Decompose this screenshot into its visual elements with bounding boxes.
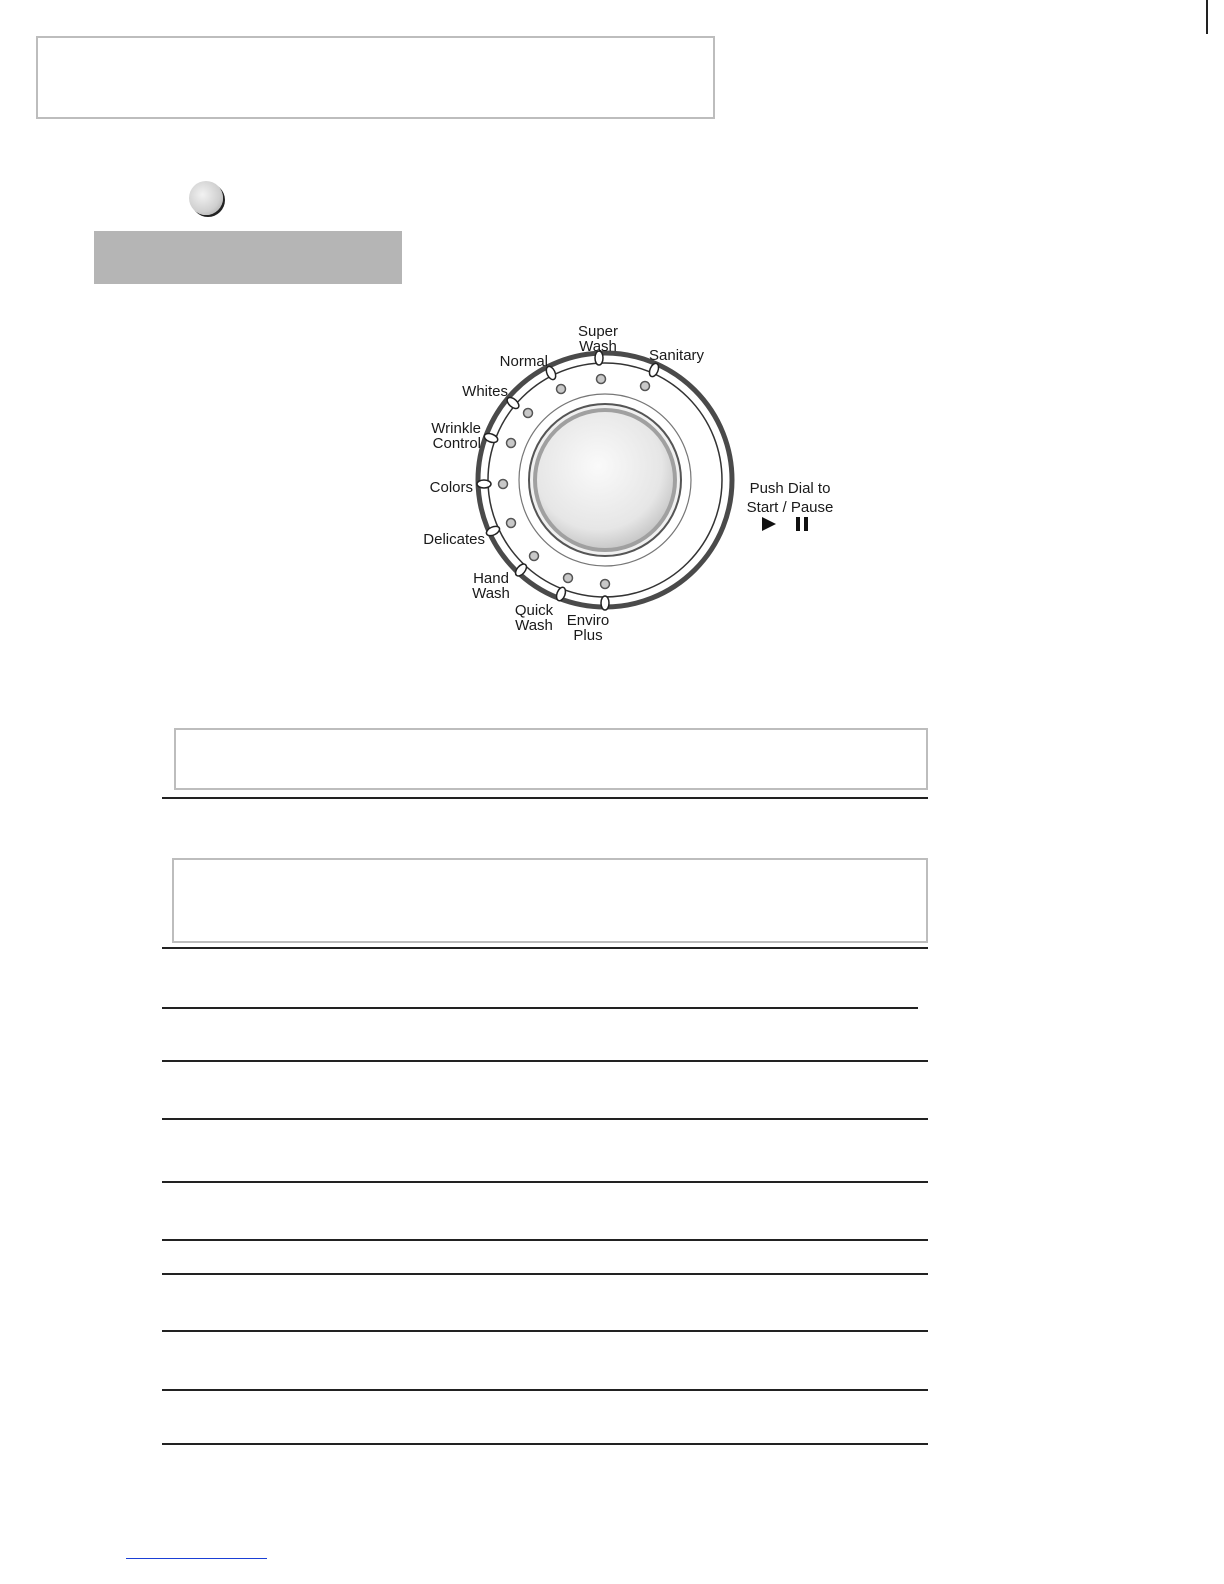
label-enviro-plus-2: Plus xyxy=(573,627,603,644)
label-colors: Colors xyxy=(429,479,473,496)
dial-knob xyxy=(535,410,675,550)
label-sanitary: Sanitary xyxy=(649,347,705,364)
led-enviro-plus xyxy=(601,580,610,589)
bullet-circle-icon xyxy=(189,181,223,215)
label-wrinkle-control-1: Wrinkle xyxy=(431,420,481,437)
label-push-dial-1: Push Dial to xyxy=(749,480,831,497)
row-rule xyxy=(162,1273,928,1275)
table-header-box-2 xyxy=(172,858,928,943)
section-heading-bar xyxy=(94,231,402,284)
pause-icon-bar-right xyxy=(804,517,808,531)
led-wrinkle-control xyxy=(507,439,516,448)
table-header-box-1 xyxy=(174,728,928,790)
label-super-wash-1: Super xyxy=(577,323,619,340)
play-icon xyxy=(762,517,776,531)
label-push-dial-2: Start / Pause xyxy=(746,499,834,516)
led-super-wash xyxy=(597,375,606,384)
row-rule xyxy=(162,1007,918,1009)
label-super-wash-2: Wash xyxy=(579,338,617,355)
page-edge-rule xyxy=(1206,0,1208,34)
led-quick-wash xyxy=(564,574,573,583)
row-rule xyxy=(162,947,928,949)
pause-icon-bar-left xyxy=(796,517,800,531)
row-rule xyxy=(162,1181,928,1183)
label-quick-wash-1: Quick xyxy=(514,602,554,619)
led-normal xyxy=(557,385,566,394)
footer-link-underline[interactable] xyxy=(126,1558,267,1559)
row-rule xyxy=(162,1118,928,1120)
header-box xyxy=(36,36,715,119)
label-hand-wash-1: Hand xyxy=(473,570,509,587)
led-whites xyxy=(524,409,533,418)
label-enviro-plus-1: Enviro xyxy=(566,612,610,629)
led-delicates xyxy=(507,519,516,528)
row-rule xyxy=(162,1060,928,1062)
row-rule xyxy=(162,1239,928,1241)
label-delicates: Delicates xyxy=(423,531,485,548)
label-normal: Normal xyxy=(499,353,548,370)
led-sanitary xyxy=(641,382,650,391)
tick-enviro-plus xyxy=(601,596,609,610)
cycle-selector-dial xyxy=(400,315,860,650)
label-wrinkle-control-2: Control xyxy=(432,435,481,452)
tick-colors xyxy=(477,480,491,488)
label-whites: Whites xyxy=(462,383,508,400)
row-rule xyxy=(162,1443,928,1445)
label-quick-wash-2: Wash xyxy=(515,617,553,634)
led-colors xyxy=(499,480,508,489)
row-rule xyxy=(162,797,928,799)
led-hand-wash xyxy=(530,552,539,561)
label-hand-wash-2: Wash xyxy=(472,585,510,602)
row-rule xyxy=(162,1389,928,1391)
row-rule xyxy=(162,1330,928,1332)
